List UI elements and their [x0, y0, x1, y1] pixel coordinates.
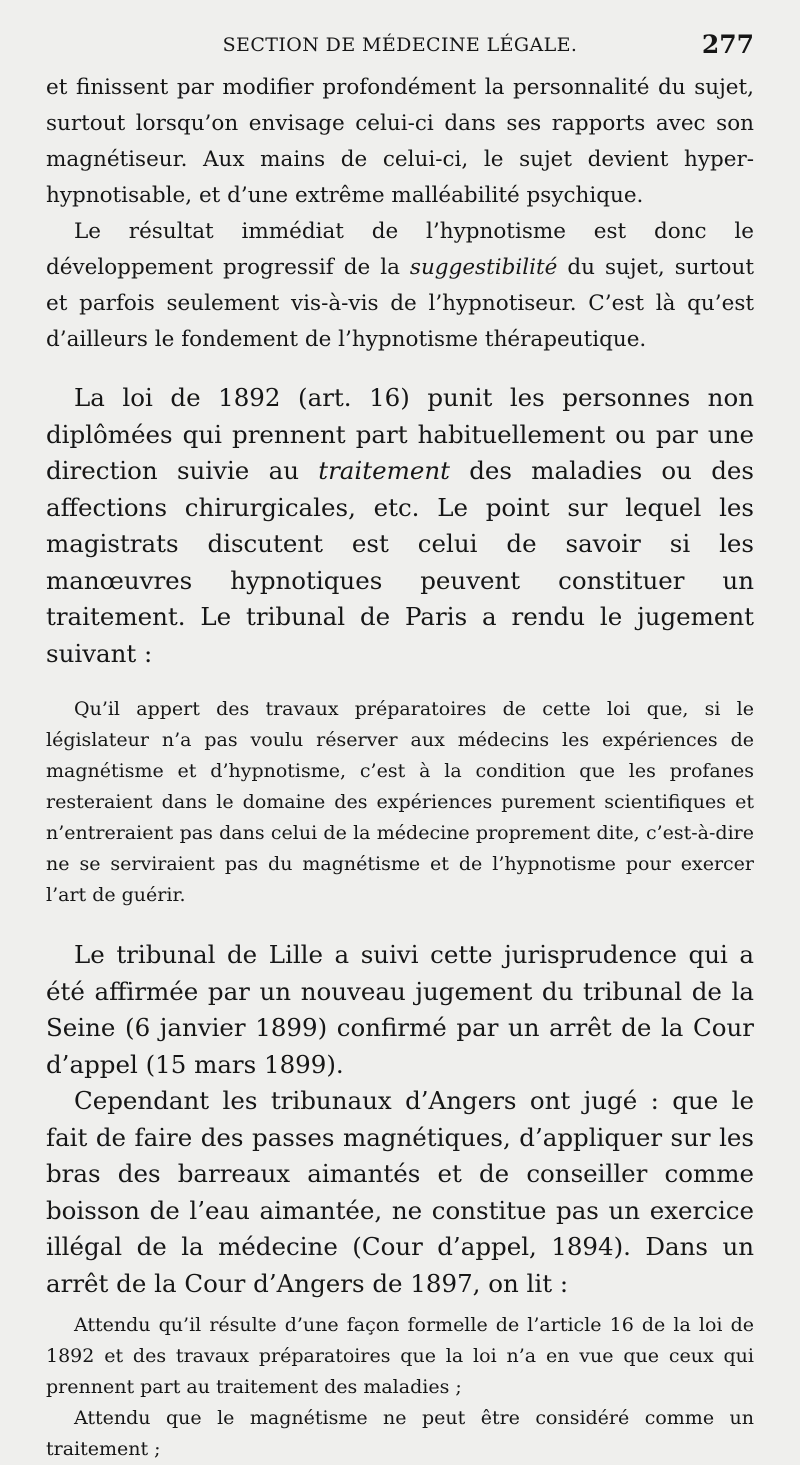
paragraph-text: La loi de 1892 (art. 16) punit les personnes non diplômées qui prennent part habituellement ou par une direction suivie au	[46, 383, 754, 485]
paragraph-text: du sujet, surtout et parfois seulement vis-à-vis de l’hypnotiseur. C’est là qu’est d’ailleurs le fondement de l’hypnotisme thérapeutique.	[46, 255, 754, 352]
paragraph-lille: Le tribunal de Lille a suivi cette jurisprudence qui a été affirmée par un nouveau jugement du tribunal de la Seine (6 janvier 1899) confirmé par un arrêt de la Cour d’appel (15 mars 1899).	[46, 940, 754, 1079]
paragraph-angers: Cependant les tribunaux d’Angers ont jugé : que le fait de faire des passes magnétiques, d’appliquer sur les bras des barreaux aimantés et de conseiller comme boisson de l’eau aimantée, ne constitue pas un exercice illégal de la médecine (Cour d’appel, 1894). Dans un arrêt de la Cour d’Angers de 1897, on lit :	[46, 1086, 754, 1298]
quote-angers-1: Attendu qu’il résulte d’une façon formelle de l’article 16 de la loi de 1892 et des travaux préparatoires que la loi n’a en vue que ceux qui prennent part au traitement des maladies ;	[46, 1314, 754, 1398]
paragraph-suggestibility	[46, 214, 754, 358]
emphasis-traitement: traitement	[318, 456, 450, 485]
paragraph-law-1892	[46, 380, 754, 672]
running-head: SECTION DE MÉDECINE LÉGALE.	[222, 34, 578, 56]
page-header	[46, 30, 754, 70]
quote-paris-judgment: Qu’il appert des travaux préparatoires de cette loi que, si le législateur n’a pas voulu réserver aux médecins les expériences de magnétisme et d’hypnotisme, c’est à la condition que les profanes resteraient dans le domaine des expériences purement scientifiques et n’entreraient pas dans celui de la médecine proprement dite, c’est-à-dire ne se serviraient pas du magnétisme et de l’hypnotisme pour exercer l’art de guérir.	[46, 698, 754, 906]
paragraph-text: Le résultat immédiat de l’hypnotisme est donc le développement progressif de la	[46, 219, 754, 280]
paragraph-text: des maladies ou des affections chirurgicales, etc. Le point sur lequel les magistrats discutent est celui de savoir si les manœuvres hypnotiques peuvent constituer un traitement. Le tribunal de Paris a rendu le jugement suivant :	[46, 456, 754, 668]
emphasis-suggestibilite: suggestibilité	[409, 255, 558, 280]
paragraph-continuation: et finissent par modifier profondément la personnalité du sujet, surtout lorsqu’on envisage celui-ci dans ses rapports avec son magnétiseur. Aux mains de celui-ci, le sujet devient hyper-hypnotisable, et d’une extrême malléabilité psychique.	[46, 75, 754, 208]
page-number: 277	[701, 30, 754, 59]
quote-angers-2: Attendu que le magnétisme ne peut être considéré comme un traitement ;	[46, 1407, 754, 1460]
